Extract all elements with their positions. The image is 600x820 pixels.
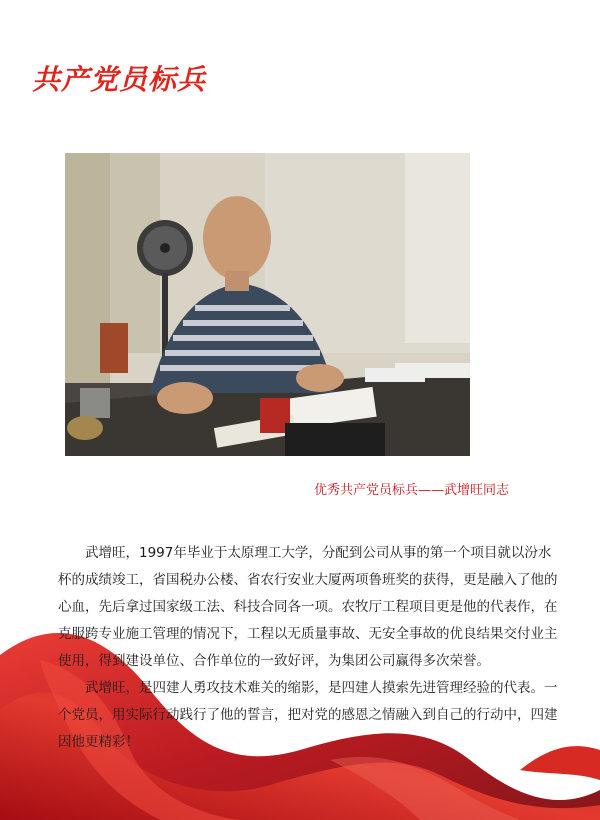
article-body xyxy=(58,540,558,756)
portrait-photo xyxy=(65,153,470,456)
paragraph: 武增旺，是四建人勇攻技术难关的缩影，是四建人摸索先进管理经验的代表。一个党员，用实际行动践行了他的誓言，把对党的感恩之情融入到自己的行动中，四建因他更精彩！ xyxy=(58,680,558,750)
paragraph: 武增旺，1997年毕业于太原理工大学，分配到公司从事的第一个项目就以汾水杯的成绩竣工，省国税办公楼、省农行安业大厦两项鲁班奖的获得，更是融入了他的心血，先后拿过国家级工法、科技合同各一项。农牧厅工程项目更是他的代表作，在克服跨专业施工管理的情况下，工程以无质量事故、无安全事故的优良结果交付业主使用，得到建设单位、合作单位的一致好评，为集团公司赢得多次荣誉。 xyxy=(58,545,558,669)
page-title: 共产党员标兵 xyxy=(32,63,207,96)
photo-caption: 优秀共产党员标兵——武增旺同志 xyxy=(314,483,510,498)
